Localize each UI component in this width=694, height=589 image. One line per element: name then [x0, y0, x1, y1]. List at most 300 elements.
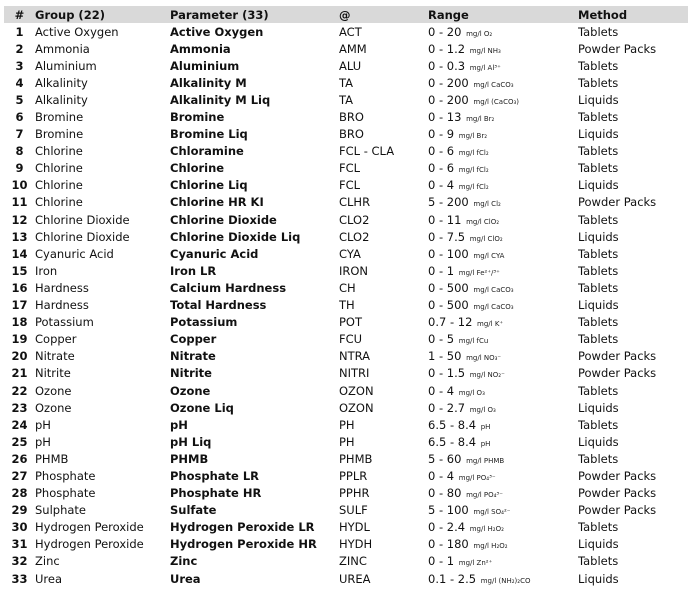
row-number: 23	[11, 400, 28, 415]
range-value: 0.1 - 2.5	[428, 571, 477, 586]
range-value: 0 - 1	[428, 554, 455, 569]
table-row	[4, 314, 688, 331]
range-value: 0 - 200	[428, 92, 469, 107]
row-parameter: Bromine Liq	[170, 127, 248, 142]
header-number: #	[4, 6, 35, 23]
row-method: Liquids	[578, 92, 619, 107]
row-parameter: Chlorine	[170, 161, 225, 176]
row-code: TA	[339, 92, 353, 107]
row-number: 30	[11, 520, 28, 535]
row-range	[428, 108, 578, 125]
row-number: 32	[11, 554, 28, 569]
row-number: 11	[11, 195, 28, 210]
row-method: Tablets	[578, 280, 619, 295]
row-number: 17	[11, 298, 28, 313]
row-range	[428, 143, 578, 160]
table-row	[4, 245, 688, 262]
table-row	[4, 108, 688, 125]
row-method: Liquids	[578, 571, 619, 586]
table-row	[4, 348, 688, 365]
row-range	[428, 570, 578, 587]
range-unit: mg/l CYA	[473, 251, 505, 260]
row-parameter: Chlorine Liq	[170, 178, 248, 193]
row-method: Liquids	[578, 537, 619, 552]
range-value: 0 - 500	[428, 280, 469, 295]
range-value: 0 - 6	[428, 161, 455, 176]
row-parameter: Alkalinity M Liq	[170, 92, 271, 107]
header-group: Group (22)	[35, 6, 170, 23]
row-range	[428, 194, 578, 211]
row-number: 27	[11, 468, 28, 483]
row-code: FCU	[339, 332, 363, 347]
row-group: Iron	[35, 263, 58, 278]
table-row	[4, 570, 688, 587]
range-unit: mg/l fCl₂	[458, 149, 489, 158]
range-value: 0 - 1	[428, 263, 455, 278]
table-row	[4, 433, 688, 450]
row-range	[428, 91, 578, 108]
row-range	[428, 331, 578, 348]
row-method: Liquids	[578, 127, 619, 142]
row-parameter: Hydrogen Peroxide LR	[170, 520, 315, 535]
range-value: 5 - 200	[428, 195, 469, 210]
row-number: 24	[11, 417, 28, 432]
row-code: HYDH	[339, 537, 373, 552]
row-range	[428, 160, 578, 177]
row-method: Tablets	[578, 110, 619, 125]
row-parameter: Chlorine HR KI	[170, 195, 264, 210]
table-row	[4, 416, 688, 433]
row-number: 28	[11, 486, 28, 501]
row-number: 15	[11, 263, 28, 278]
row-number: 25	[11, 434, 28, 449]
range-unit: mg/l CaCO₃	[473, 303, 514, 312]
row-group: Ozone	[35, 383, 72, 398]
row-code: BRO	[339, 127, 364, 142]
range-unit: mg/l PO₄³⁻	[458, 473, 496, 482]
range-value: 0 - 7.5	[428, 229, 466, 244]
table-row	[4, 279, 688, 296]
table-row	[4, 297, 688, 314]
row-parameter: Ammonia	[170, 41, 231, 56]
range-value: 0 - 2.4	[428, 520, 466, 535]
range-value: 0 - 500	[428, 298, 469, 313]
table-row	[4, 74, 688, 91]
row-method: Tablets	[578, 58, 619, 73]
range-unit: mg/l ClO₂	[469, 234, 503, 243]
row-code: HYDL	[339, 520, 370, 535]
range-value: 0 - 0.3	[428, 58, 466, 73]
range-unit: pH	[480, 422, 491, 431]
row-parameter: Hydrogen Peroxide HR	[170, 537, 317, 552]
range-value: 0 - 4	[428, 178, 455, 193]
table-row	[4, 485, 688, 502]
row-range	[428, 467, 578, 484]
row-method: Tablets	[578, 315, 619, 330]
range-unit: mg/l H₂O₂	[473, 542, 508, 551]
row-code: ACT	[339, 24, 362, 39]
row-method: Powder Packs	[578, 195, 657, 210]
range-value: 6.5 - 8.4	[428, 434, 477, 449]
row-number: 26	[11, 451, 28, 466]
row-group: Sulphate	[35, 503, 87, 518]
row-number: 6	[15, 110, 24, 125]
row-parameter: PHMB	[170, 451, 209, 466]
table-row	[4, 553, 688, 570]
row-method: Liquids	[578, 178, 619, 193]
row-code: POT	[339, 315, 363, 330]
row-number: 2	[15, 41, 24, 56]
row-code: UREA	[339, 571, 371, 586]
row-method: Tablets	[578, 161, 619, 176]
row-range	[428, 23, 578, 40]
row-method: Liquids	[578, 298, 619, 313]
row-group: pH	[35, 417, 51, 432]
range-unit: mg/l PO₄³⁻	[466, 491, 503, 500]
row-range	[428, 177, 578, 194]
row-parameter: Bromine	[170, 110, 225, 125]
range-unit: mg/l O₂	[466, 29, 493, 38]
range-value: 0 - 11	[428, 212, 462, 227]
row-range	[428, 57, 578, 74]
range-unit: mg/l (NH₂)₂CO	[480, 576, 531, 585]
table-row	[4, 382, 688, 399]
table-row	[4, 126, 688, 143]
row-parameter: Chloramine	[170, 144, 244, 159]
table-body	[4, 23, 688, 587]
row-number: 33	[11, 571, 28, 586]
row-group: Alkalinity	[35, 75, 88, 90]
row-code: NTRA	[339, 349, 371, 364]
range-value: 0 - 1.5	[428, 366, 466, 381]
row-number: 1	[15, 24, 24, 39]
table-row	[4, 399, 688, 416]
row-code: ALU	[339, 58, 362, 73]
range-value: 5 - 60	[428, 451, 462, 466]
row-group: Hardness	[35, 298, 89, 313]
range-unit: mg/l Cl₂	[473, 200, 501, 209]
range-value: 5 - 100	[428, 503, 469, 518]
range-value: 0 - 80	[428, 486, 462, 501]
table-row	[4, 194, 688, 211]
row-method: Powder Packs	[578, 41, 657, 56]
table-row	[4, 450, 688, 467]
row-method: Liquids	[578, 400, 619, 415]
row-code: OZON	[339, 383, 374, 398]
row-code: PH	[339, 417, 355, 432]
row-method: Tablets	[578, 246, 619, 261]
row-parameter: Ozone Liq	[170, 400, 234, 415]
row-group: Hydrogen Peroxide	[35, 520, 144, 535]
range-unit: mg/l (CaCO₃)	[473, 97, 520, 106]
row-code: FCL - CLA	[339, 144, 395, 159]
row-method: Tablets	[578, 75, 619, 90]
table-row	[4, 57, 688, 74]
row-group: Bromine	[35, 110, 84, 125]
row-number: 22	[11, 383, 28, 398]
row-range	[428, 348, 578, 365]
row-parameter: Aluminium	[170, 58, 240, 73]
row-code: CLO2	[339, 212, 370, 227]
row-number: 4	[15, 75, 24, 90]
row-parameter: Active Oxygen	[170, 24, 264, 39]
row-parameter: Nitrate	[170, 349, 216, 364]
header-parameter: Parameter (33)	[170, 6, 339, 23]
row-group: Bromine	[35, 127, 84, 142]
row-range	[428, 502, 578, 519]
range-unit: mg/l K⁺	[477, 320, 504, 329]
row-number: 5	[15, 92, 24, 107]
table-row	[4, 365, 688, 382]
row-group: Chlorine	[35, 195, 83, 210]
row-parameter: Ozone	[170, 383, 211, 398]
row-code: PPHR	[339, 486, 370, 501]
row-group: Cyanuric Acid	[35, 246, 114, 261]
row-range	[428, 228, 578, 245]
row-code: PHMB	[339, 451, 373, 466]
row-parameter: Alkalinity M	[170, 75, 247, 90]
row-parameter: Copper	[170, 332, 217, 347]
row-range	[428, 399, 578, 416]
row-range	[428, 245, 578, 262]
row-code: ZINC	[339, 554, 367, 569]
range-unit: mg/l NH₃	[469, 46, 501, 55]
row-group: Potassium	[35, 315, 94, 330]
range-unit: mg/l NO₂⁻	[469, 371, 505, 380]
table-row	[4, 228, 688, 245]
range-value: 0 - 180	[428, 537, 469, 552]
row-method: Powder Packs	[578, 468, 657, 483]
row-method: Tablets	[578, 520, 619, 535]
range-unit: mg/l PHMB	[466, 456, 505, 465]
range-unit: mg/l fCl₂	[458, 166, 489, 175]
range-unit: mg/l Br₂	[466, 115, 495, 124]
row-method: Tablets	[578, 332, 619, 347]
row-method: Powder Packs	[578, 349, 657, 364]
row-number: 18	[11, 315, 28, 330]
row-range	[428, 40, 578, 57]
row-group: Phosphate	[35, 486, 96, 501]
row-group: Chlorine Dioxide	[35, 212, 130, 227]
range-unit: mg/l ClO₂	[466, 217, 500, 226]
row-code: IRON	[339, 263, 369, 278]
row-code: FCL	[339, 178, 361, 193]
row-parameter: Phosphate LR	[170, 468, 260, 483]
range-unit: mg/l Al³⁺	[469, 63, 501, 72]
row-group: Ozone	[35, 400, 72, 415]
row-method: Tablets	[578, 263, 619, 278]
row-parameter: Phosphate HR	[170, 486, 262, 501]
row-range	[428, 382, 578, 399]
row-method: Liquids	[578, 229, 619, 244]
row-number: 29	[11, 503, 28, 518]
range-value: 0 - 9	[428, 127, 455, 142]
row-range	[428, 416, 578, 433]
row-range	[428, 536, 578, 553]
row-range	[428, 314, 578, 331]
row-group: Chlorine Dioxide	[35, 229, 130, 244]
row-code: BRO	[339, 110, 364, 125]
table-row	[4, 331, 688, 348]
row-number: 12	[11, 212, 28, 227]
row-parameter: Chlorine Dioxide	[170, 212, 277, 227]
range-value: 0 - 200	[428, 75, 469, 90]
range-unit: mg/l NO₃⁻	[466, 354, 502, 363]
range-unit: mg/l Br₂	[458, 132, 488, 141]
row-range	[428, 485, 578, 502]
row-group: Urea	[35, 571, 63, 586]
row-method: Tablets	[578, 212, 619, 227]
range-unit: mg/l O₃	[458, 388, 485, 397]
range-unit: mg/l CaCO₃	[473, 285, 514, 294]
row-method: Powder Packs	[578, 503, 657, 518]
row-range	[428, 365, 578, 382]
row-method: Powder Packs	[578, 366, 657, 381]
row-code: CH	[339, 280, 356, 295]
range-unit: pH	[480, 439, 491, 448]
row-parameter: Potassium	[170, 315, 238, 330]
row-range	[428, 433, 578, 450]
row-method: Liquids	[578, 434, 619, 449]
row-parameter: Calcium Hardness	[170, 280, 287, 295]
row-code: CYA	[339, 246, 361, 261]
table-row	[4, 177, 688, 194]
row-number: 19	[11, 332, 28, 347]
range-value: 0 - 4	[428, 383, 455, 398]
range-value: 0 - 4	[428, 468, 455, 483]
range-unit: mg/l CaCO₃	[473, 80, 514, 89]
row-code: AMM	[339, 41, 367, 56]
row-range	[428, 74, 578, 91]
range-unit: mg/l Fe²⁺/³⁺	[458, 268, 500, 277]
table-row	[4, 536, 688, 553]
row-parameter: Cyanuric Acid	[170, 246, 259, 261]
row-group: Chlorine	[35, 144, 83, 159]
row-parameter: Zinc	[170, 554, 198, 569]
table-row	[4, 91, 688, 108]
range-value: 0.7 - 12	[428, 315, 473, 330]
row-number: 3	[15, 58, 24, 73]
row-number: 31	[11, 537, 28, 552]
row-code: OZON	[339, 400, 374, 415]
range-value: 0 - 100	[428, 246, 469, 261]
table-header-row	[4, 6, 688, 23]
row-group: Hydrogen Peroxide	[35, 537, 144, 552]
row-number: 8	[15, 144, 24, 159]
table-row	[4, 160, 688, 177]
row-group: Phosphate	[35, 468, 96, 483]
row-range	[428, 519, 578, 536]
range-value: 0 - 2.7	[428, 400, 466, 415]
range-unit: mg/l fCu	[458, 337, 489, 346]
row-group: Hardness	[35, 280, 89, 295]
row-range	[428, 279, 578, 296]
row-number: 20	[11, 349, 28, 364]
row-method: Tablets	[578, 383, 619, 398]
row-parameter: Iron LR	[170, 263, 217, 278]
header-code: @	[339, 6, 428, 23]
row-number: 10	[11, 178, 28, 193]
range-unit: mg/l SO₄²⁻	[473, 508, 511, 517]
row-code: TH	[339, 298, 355, 313]
row-method: Tablets	[578, 554, 619, 569]
row-parameter: pH Liq	[170, 434, 212, 449]
row-method: Tablets	[578, 24, 619, 39]
range-value: 1 - 50	[428, 349, 462, 364]
row-parameter: pH	[170, 417, 188, 432]
range-unit: mg/l H₂O₂	[469, 525, 504, 534]
row-group: Active Oxygen	[35, 24, 119, 39]
row-number: 16	[11, 280, 28, 295]
row-parameter: Nitrite	[170, 366, 212, 381]
table-row	[4, 502, 688, 519]
table-row	[4, 467, 688, 484]
row-group: Zinc	[35, 554, 60, 569]
range-value: 0 - 13	[428, 110, 462, 125]
range-value: 0 - 1.2	[428, 41, 466, 56]
row-code: CLHR	[339, 195, 371, 210]
table-row	[4, 40, 688, 57]
row-group: PHMB	[35, 451, 69, 466]
row-parameter: Urea	[170, 571, 201, 586]
range-value: 6.5 - 8.4	[428, 417, 477, 432]
row-parameter: Chlorine Dioxide Liq	[170, 229, 301, 244]
header-method: Method	[578, 6, 688, 23]
row-code: NITRI	[339, 366, 370, 381]
row-range	[428, 297, 578, 314]
row-range	[428, 553, 578, 570]
table-row	[4, 262, 688, 279]
row-method: Powder Packs	[578, 486, 657, 501]
row-code: FCL	[339, 161, 361, 176]
table-row	[4, 519, 688, 536]
range-value: 0 - 5	[428, 332, 455, 347]
row-code: TA	[339, 75, 353, 90]
row-range	[428, 262, 578, 279]
row-group: Ammonia	[35, 41, 90, 56]
row-code: PPLR	[339, 468, 368, 483]
row-number: 9	[15, 161, 24, 176]
header-range: Range	[428, 6, 578, 23]
row-group: Alkalinity	[35, 92, 88, 107]
row-range	[428, 211, 578, 228]
row-parameter: Total Hardness	[170, 298, 267, 313]
row-group: Chlorine	[35, 161, 83, 176]
row-number: 14	[11, 246, 28, 261]
table-row	[4, 143, 688, 160]
row-number: 7	[15, 127, 24, 142]
table-row	[4, 23, 688, 40]
row-group: Aluminium	[35, 58, 97, 73]
parameter-table	[4, 6, 688, 587]
row-group: Copper	[35, 332, 77, 347]
range-unit: mg/l O₃	[469, 405, 496, 414]
row-code: CLO2	[339, 229, 370, 244]
range-value: 0 - 6	[428, 144, 455, 159]
range-unit: mg/l Zn²⁺	[458, 559, 493, 568]
range-unit: mg/l fCl₂	[458, 183, 489, 192]
row-number: 13	[11, 229, 28, 244]
row-range	[428, 126, 578, 143]
table-row	[4, 211, 688, 228]
row-group: pH	[35, 434, 51, 449]
row-method: Tablets	[578, 144, 619, 159]
range-value: 0 - 20	[428, 24, 462, 39]
row-code: PH	[339, 434, 355, 449]
row-group: Chlorine	[35, 178, 83, 193]
row-code: SULF	[339, 503, 368, 518]
row-group: Nitrite	[35, 366, 71, 381]
